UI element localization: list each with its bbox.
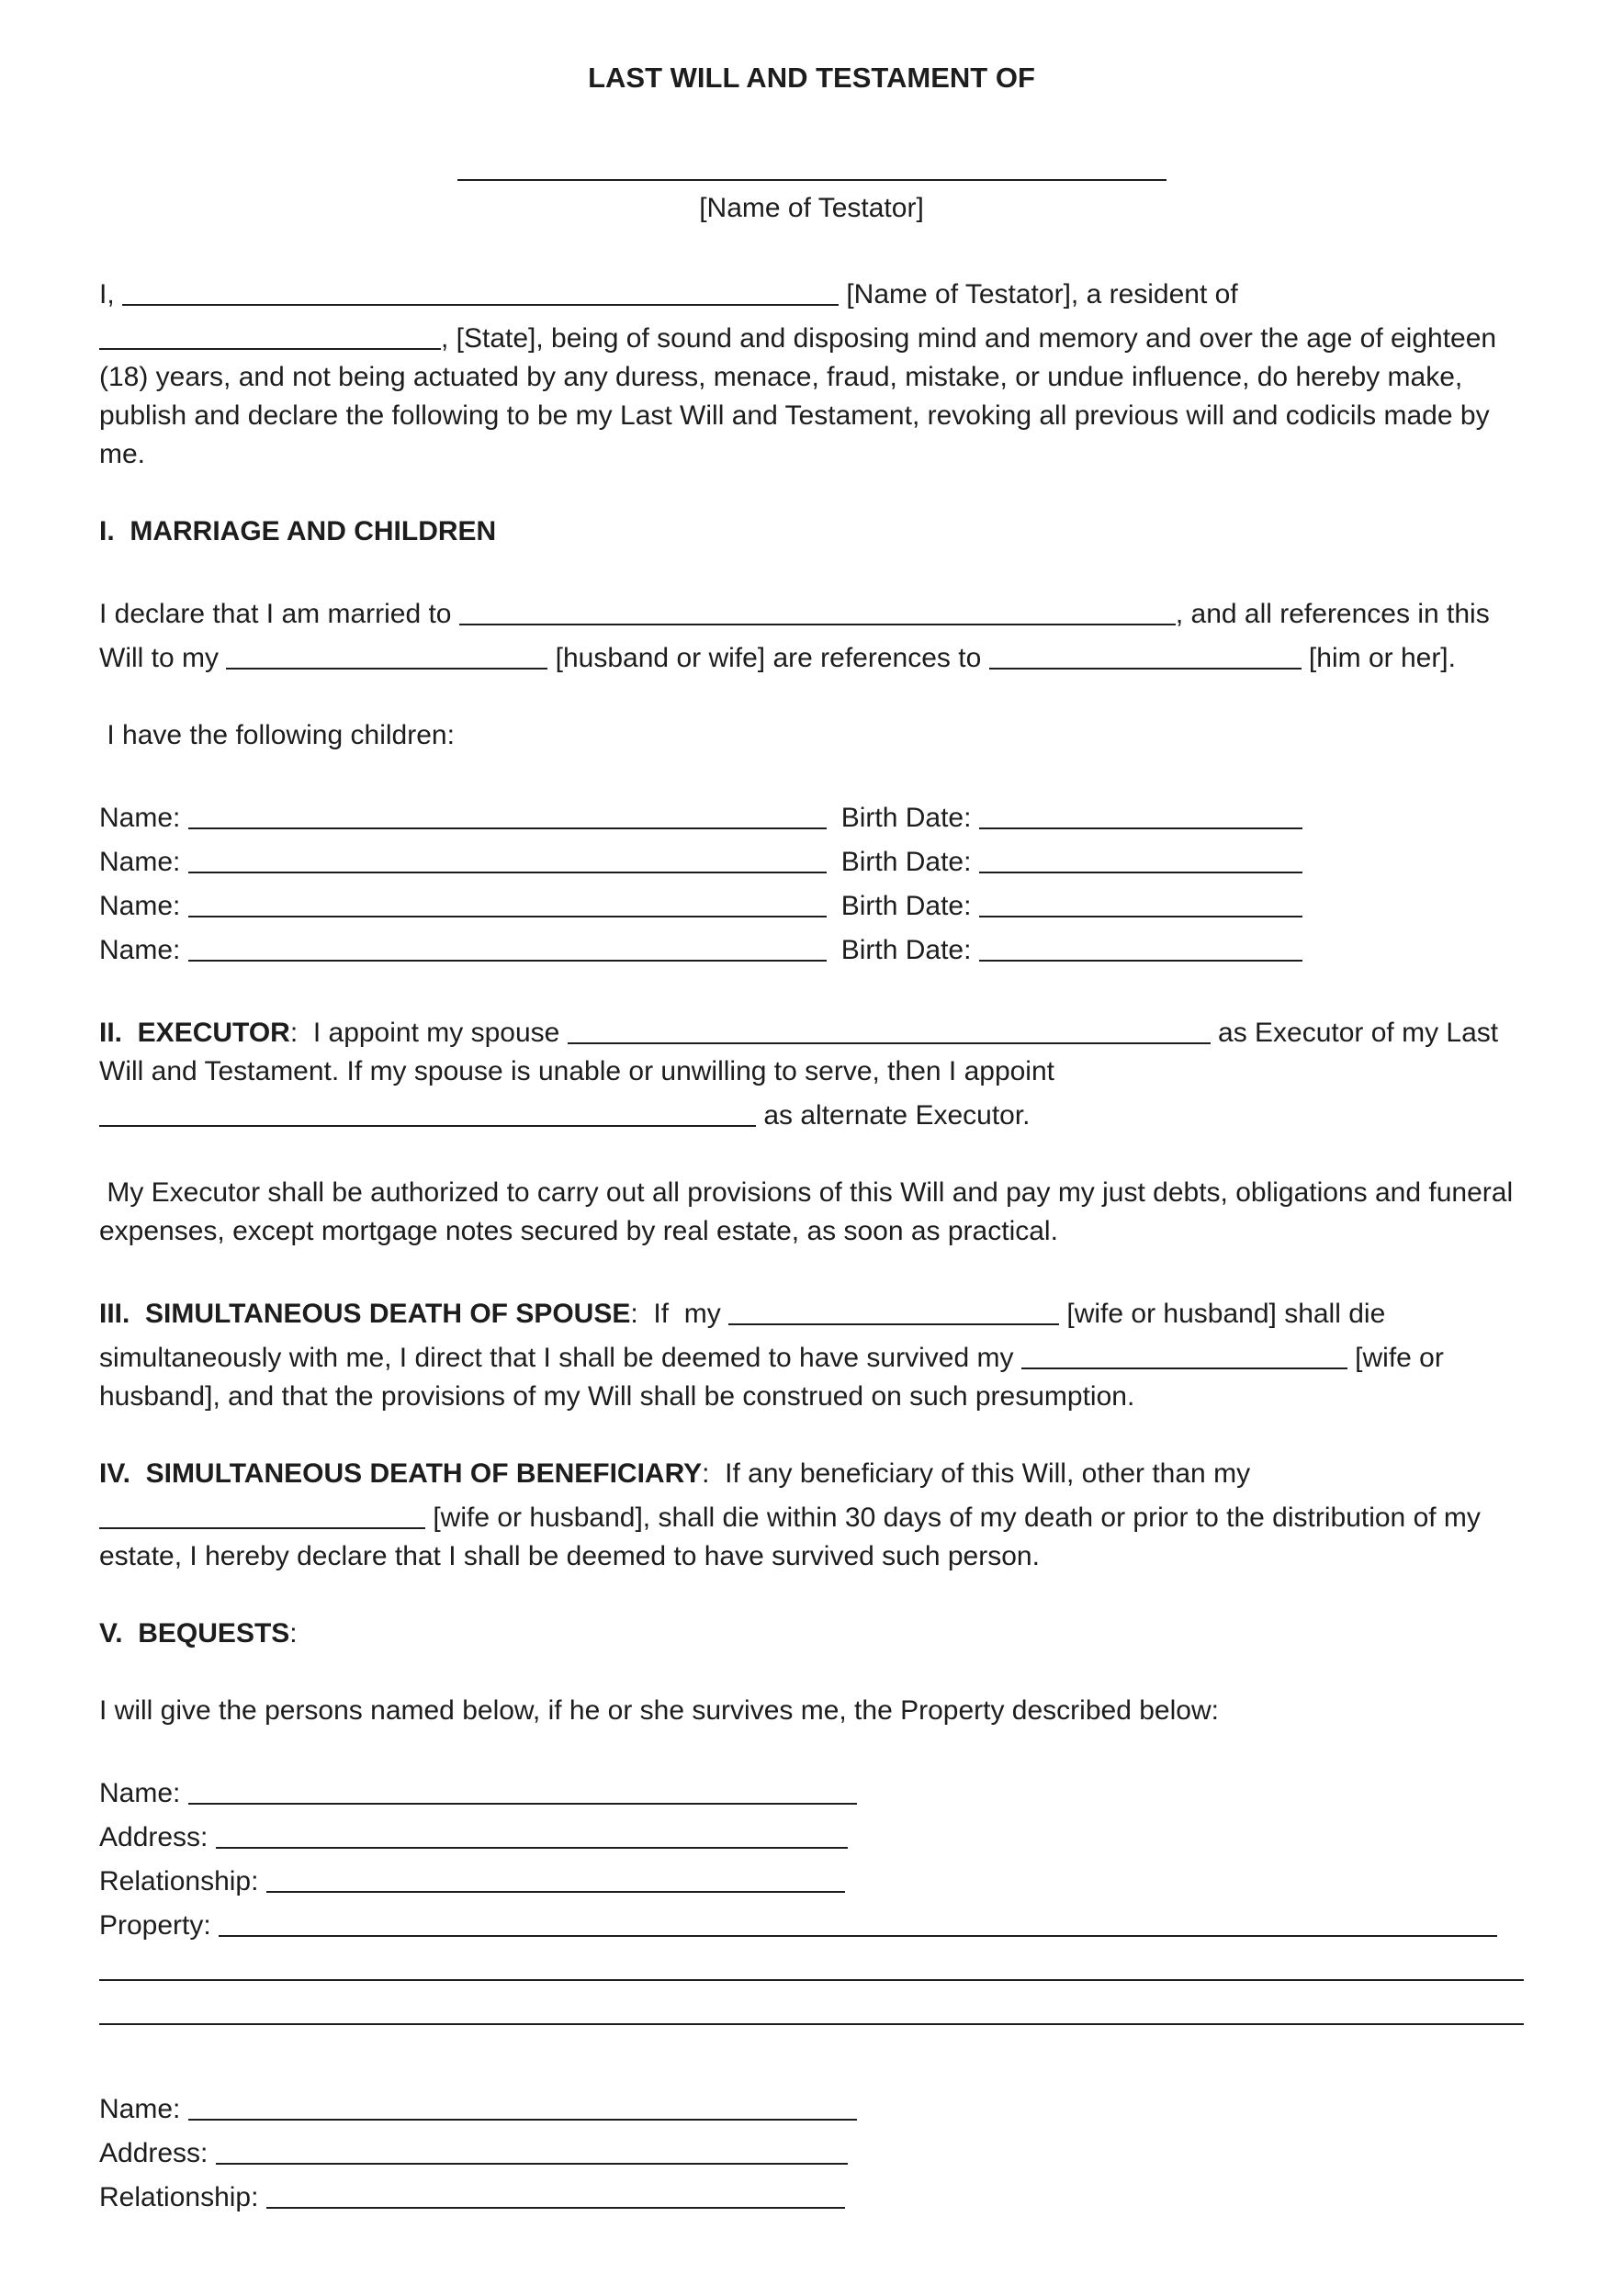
section1-heading xyxy=(99,512,1524,551)
section3-text-2: [wife or husband] shall die simultaneously with me, I direct that I shall be deemed to have survived my xyxy=(99,1299,1393,1373)
bequest-block-1 xyxy=(99,1769,1524,2033)
state-blank xyxy=(99,317,441,350)
bequest-name-row xyxy=(99,1769,1524,1813)
section3-paragraph xyxy=(99,1289,1524,1416)
child-name-blank xyxy=(188,884,827,917)
child-birthdate-label: Birth Date: xyxy=(840,803,979,833)
children-intro-text: I have the following children: xyxy=(99,720,455,750)
section5-heading xyxy=(99,1615,1524,1653)
child-row xyxy=(99,926,1524,970)
section2-text-3: as alternate Executor. xyxy=(756,1100,1031,1131)
child-birthdate-label: Birth Date: xyxy=(840,935,979,965)
intro-text-3: , [State], being of sound and disposing mind and memory and over the age of eighteen (18) years, and not being actuated by any duress, menace, fraud, mistake, or undue influence, do hereby make, publish and declare the following to be my Last Will and Testament, revoking all previous will and codicils made by me. xyxy=(99,323,1505,469)
child-birthdate-blank xyxy=(979,840,1302,873)
executor-name-blank xyxy=(568,1011,1211,1044)
bequest-property-line-row xyxy=(99,1989,1524,2033)
bequest-property-row xyxy=(99,1901,1524,1945)
child-name-label: Name: xyxy=(99,935,188,965)
child-name-label: Name: xyxy=(99,891,188,921)
bequest-property-label: Property: xyxy=(99,1910,220,1941)
child-row xyxy=(99,793,1524,838)
child-name-label: Name: xyxy=(99,847,188,877)
spouse-title-blank-2 xyxy=(1021,1336,1347,1369)
executor-duties-paragraph xyxy=(99,1174,1524,1251)
section4-text-1: : If any beneficiary of this Will, other than my xyxy=(702,1458,1258,1489)
section2-paragraph xyxy=(99,1008,1524,1135)
marriage-text-1: I declare that I am married to xyxy=(99,599,459,629)
alternate-executor-blank xyxy=(99,1094,756,1127)
children-list xyxy=(99,793,1524,970)
bequest-address-blank xyxy=(216,2132,848,2165)
bequest-address-label: Address: xyxy=(99,2138,216,2168)
spouse-title-blank xyxy=(226,636,547,670)
bequests-intro-text: I will give the persons named below, if he or she survives me, the Property described below: xyxy=(99,1695,1219,1726)
marriage-paragraph xyxy=(99,590,1524,678)
section4-text-2: [wife or husband], shall die within 30 days of my death or prior to the distribution of my estate, I hereby declare that I shall be deemed to have survived such person. xyxy=(99,1503,1489,1571)
section4-heading-text: IV. SIMULTANEOUS DEATH OF BENEFICIARY xyxy=(99,1458,703,1489)
bequest-name-blank xyxy=(188,1772,857,1805)
bequest-address-label: Address: xyxy=(99,1822,216,1852)
bequest-name-blank xyxy=(188,2088,857,2121)
bequest-property-blank xyxy=(219,1904,1497,1937)
marriage-text-3: [husband or wife] are references to xyxy=(547,643,989,673)
intro-paragraph xyxy=(99,270,1524,474)
intro-text-2: [Name of Testator], a resident of xyxy=(839,279,1246,310)
bequest-relationship-row xyxy=(99,2173,1524,2217)
document-title: LAST WILL AND TESTAMENT OF xyxy=(588,62,1035,94)
section5-heading-text: V. BEQUESTS xyxy=(99,1618,290,1649)
section2-text-1: : I appoint my spouse xyxy=(289,1018,568,1048)
bequest-relationship-blank xyxy=(266,1860,845,1893)
section4-paragraph xyxy=(99,1455,1524,1576)
child-birthdate-blank xyxy=(979,929,1302,962)
bequest-relationship-label: Relationship: xyxy=(99,2182,266,2212)
child-birthdate-blank xyxy=(979,884,1302,917)
bequest-name-label: Name: xyxy=(99,2094,188,2124)
testator-name-line-blank xyxy=(457,148,1167,181)
him-or-her-blank xyxy=(989,636,1302,670)
bequests-intro xyxy=(99,1692,1524,1730)
testator-caption: [Name of Testator] xyxy=(699,193,924,223)
child-birthdate-label: Birth Date: xyxy=(840,847,979,877)
section2-text-2: as Executor of my Last Will and Testament. If my spouse is unable or unwilling to serve, then I appoint xyxy=(99,1018,1506,1086)
child-name-blank xyxy=(188,840,827,873)
bequest-relationship-row xyxy=(99,1857,1524,1901)
section1-heading-text: I. MARRIAGE AND CHILDREN xyxy=(99,516,497,546)
bequest-address-blank xyxy=(216,1816,848,1849)
children-intro xyxy=(99,716,1524,755)
child-name-blank xyxy=(188,796,827,829)
marriage-text-2: , and all references in this Will to my xyxy=(99,599,1498,673)
section3-heading-text: III. SIMULTANEOUS DEATH OF SPOUSE xyxy=(99,1299,631,1329)
section5-heading-colon: : xyxy=(289,1618,298,1649)
bequest-property-line-row xyxy=(99,1945,1524,1989)
section3-text-1: : If my xyxy=(630,1299,729,1329)
testator-name-blank xyxy=(122,273,839,306)
child-name-blank xyxy=(188,929,827,962)
section2-heading-text: II. EXECUTOR xyxy=(99,1018,290,1048)
marriage-text-4: [him or her]. xyxy=(1301,643,1456,673)
bequest-name-label: Name: xyxy=(99,1778,188,1808)
bequest-relationship-blank xyxy=(266,2176,845,2209)
bequest-name-row xyxy=(99,2085,1524,2129)
bequest-block-2 xyxy=(99,2085,1524,2217)
child-row xyxy=(99,838,1524,882)
bequest-relationship-label: Relationship: xyxy=(99,1866,266,1896)
section3-text-3: [wife or husband], and that the provisions of my Will shall be construed on such presumption. xyxy=(99,1343,1452,1412)
spouse-title-blank-1 xyxy=(728,1292,1059,1325)
child-row xyxy=(99,882,1524,926)
testator-name-block xyxy=(99,145,1524,228)
child-birthdate-label: Birth Date: xyxy=(840,891,979,921)
child-birthdate-blank xyxy=(979,796,1302,829)
executor-duties-text: My Executor shall be authorized to carry out all provisions of this Will and pay my just debts, obligations and funeral expenses, except mortgage notes secured by real estate, as soon as practical. xyxy=(99,1177,1521,1246)
spouse-name-blank xyxy=(459,592,1176,625)
bequest-property-continuation-blank xyxy=(99,1948,1524,1981)
bequest-address-row xyxy=(99,2129,1524,2173)
intro-text-1: I, xyxy=(99,279,123,310)
bequest-property-continuation-blank xyxy=(99,1992,1524,2025)
bequest-address-row xyxy=(99,1813,1524,1857)
child-name-label: Name: xyxy=(99,803,188,833)
spouse-title-blank-3 xyxy=(99,1496,425,1529)
